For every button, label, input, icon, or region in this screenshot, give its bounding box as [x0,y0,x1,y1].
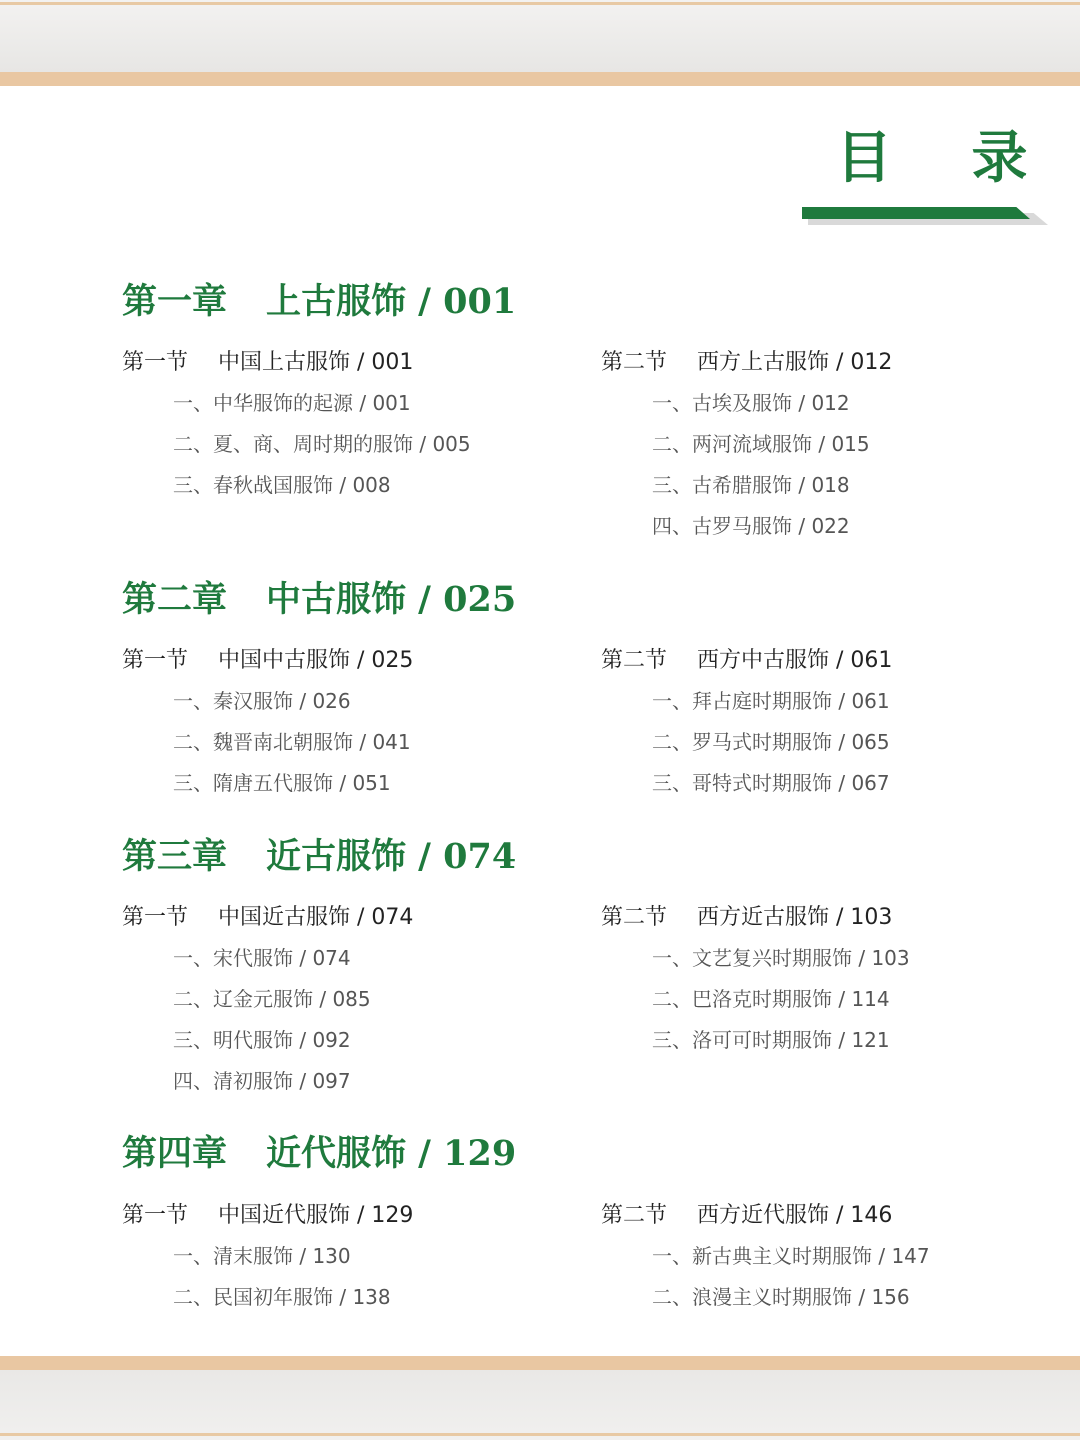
toc-entry[interactable]: 二、辽金元服饰 / 085 [173,987,371,1011]
section-title: 西方近代服饰 / 146 [697,1203,893,1228]
toc-entry[interactable]: 三、洛可可时期服饰 / 121 [652,1028,890,1052]
chapter-heading[interactable] [122,836,516,878]
toc-entry[interactable]: 四、古罗马服饰 / 022 [652,514,850,538]
toc-entry[interactable]: 三、春秋战国服饰 / 008 [173,473,391,497]
toc-entry[interactable]: 四、清初服饰 / 097 [173,1069,351,1093]
toc-entry[interactable]: 一、中华服饰的起源 / 001 [173,391,411,415]
toc-entry[interactable]: 一、古埃及服饰 / 012 [652,391,850,415]
toc-entry[interactable]: 二、夏、商、周时期的服饰 / 005 [173,432,471,456]
toc-entry[interactable]: 一、文艺复兴时期服饰 / 103 [652,946,910,970]
chapter-number: 第二章 [122,579,228,620]
section-number: 第二节 [601,648,668,673]
chapter-heading[interactable] [122,579,516,621]
chapter-number: 第三章 [122,836,228,877]
toc-entry[interactable]: 二、魏晋南北朝服饰 / 041 [173,730,411,754]
section-heading[interactable] [122,646,413,676]
section-heading[interactable] [122,903,413,933]
toc-entry[interactable]: 二、两河流域服饰 / 015 [652,432,870,456]
section-number: 第二节 [601,905,668,930]
toc-entry[interactable]: 三、哥特式时期服饰 / 067 [652,771,890,795]
chapter-heading[interactable] [122,1133,516,1175]
section-title: 中国上古服饰 / 001 [218,350,414,375]
chapter-heading[interactable] [122,281,516,323]
chapter-number: 第四章 [122,1133,228,1174]
section-heading[interactable] [601,903,892,933]
bottom-frame [0,1370,1080,1440]
chapter-title: 中古服饰 / 025 [266,579,517,620]
section-title: 中国近古服饰 / 074 [218,905,414,930]
section-number: 第一节 [122,648,189,673]
bottom-frame-line [0,1433,1080,1436]
toc-entry[interactable]: 一、新古典主义时期服饰 / 147 [652,1244,930,1268]
toc-page [0,86,1080,1356]
section-heading[interactable] [601,646,892,676]
bottom-band [0,1356,1080,1370]
chapter-title: 近古服饰 / 074 [266,836,517,877]
top-frame-line [0,2,1080,5]
toc-entry[interactable]: 二、罗马式时期服饰 / 065 [652,730,890,754]
section-title: 西方上古服饰 / 012 [697,350,893,375]
toc-entry[interactable]: 三、明代服饰 / 092 [173,1028,351,1052]
toc-entry[interactable]: 一、秦汉服饰 / 026 [173,689,351,713]
section-number: 第一节 [122,350,189,375]
chapter-title: 上古服饰 / 001 [266,281,517,322]
page-title: 目 录 [836,125,1058,191]
chapter-number: 第一章 [122,281,228,322]
toc-entry[interactable]: 三、古希腊服饰 / 018 [652,473,850,497]
section-heading[interactable] [122,348,413,378]
section-heading[interactable] [601,348,892,378]
section-number: 第二节 [601,1203,668,1228]
section-title: 中国中古服饰 / 025 [218,648,414,673]
top-band [0,72,1080,86]
section-heading[interactable] [601,1201,892,1231]
toc-entry[interactable]: 二、巴洛克时期服饰 / 114 [652,987,890,1011]
top-frame [0,0,1080,72]
toc-entry[interactable]: 一、清末服饰 / 130 [173,1244,351,1268]
toc-entry[interactable]: 一、宋代服饰 / 074 [173,946,351,970]
toc-entry[interactable]: 一、拜占庭时期服饰 / 061 [652,689,890,713]
toc-entry[interactable]: 二、民国初年服饰 / 138 [173,1285,391,1309]
chapter-title: 近代服饰 / 129 [266,1133,517,1174]
section-title: 西方近古服饰 / 103 [697,905,893,930]
title-underline [802,207,1030,219]
section-heading[interactable] [122,1201,413,1231]
section-number: 第一节 [122,905,189,930]
section-number: 第二节 [601,350,668,375]
section-number: 第一节 [122,1203,189,1228]
section-title: 西方中古服饰 / 061 [697,648,893,673]
toc-entry[interactable]: 二、浪漫主义时期服饰 / 156 [652,1285,910,1309]
section-title: 中国近代服饰 / 129 [218,1203,414,1228]
toc-entry[interactable]: 三、隋唐五代服饰 / 051 [173,771,391,795]
